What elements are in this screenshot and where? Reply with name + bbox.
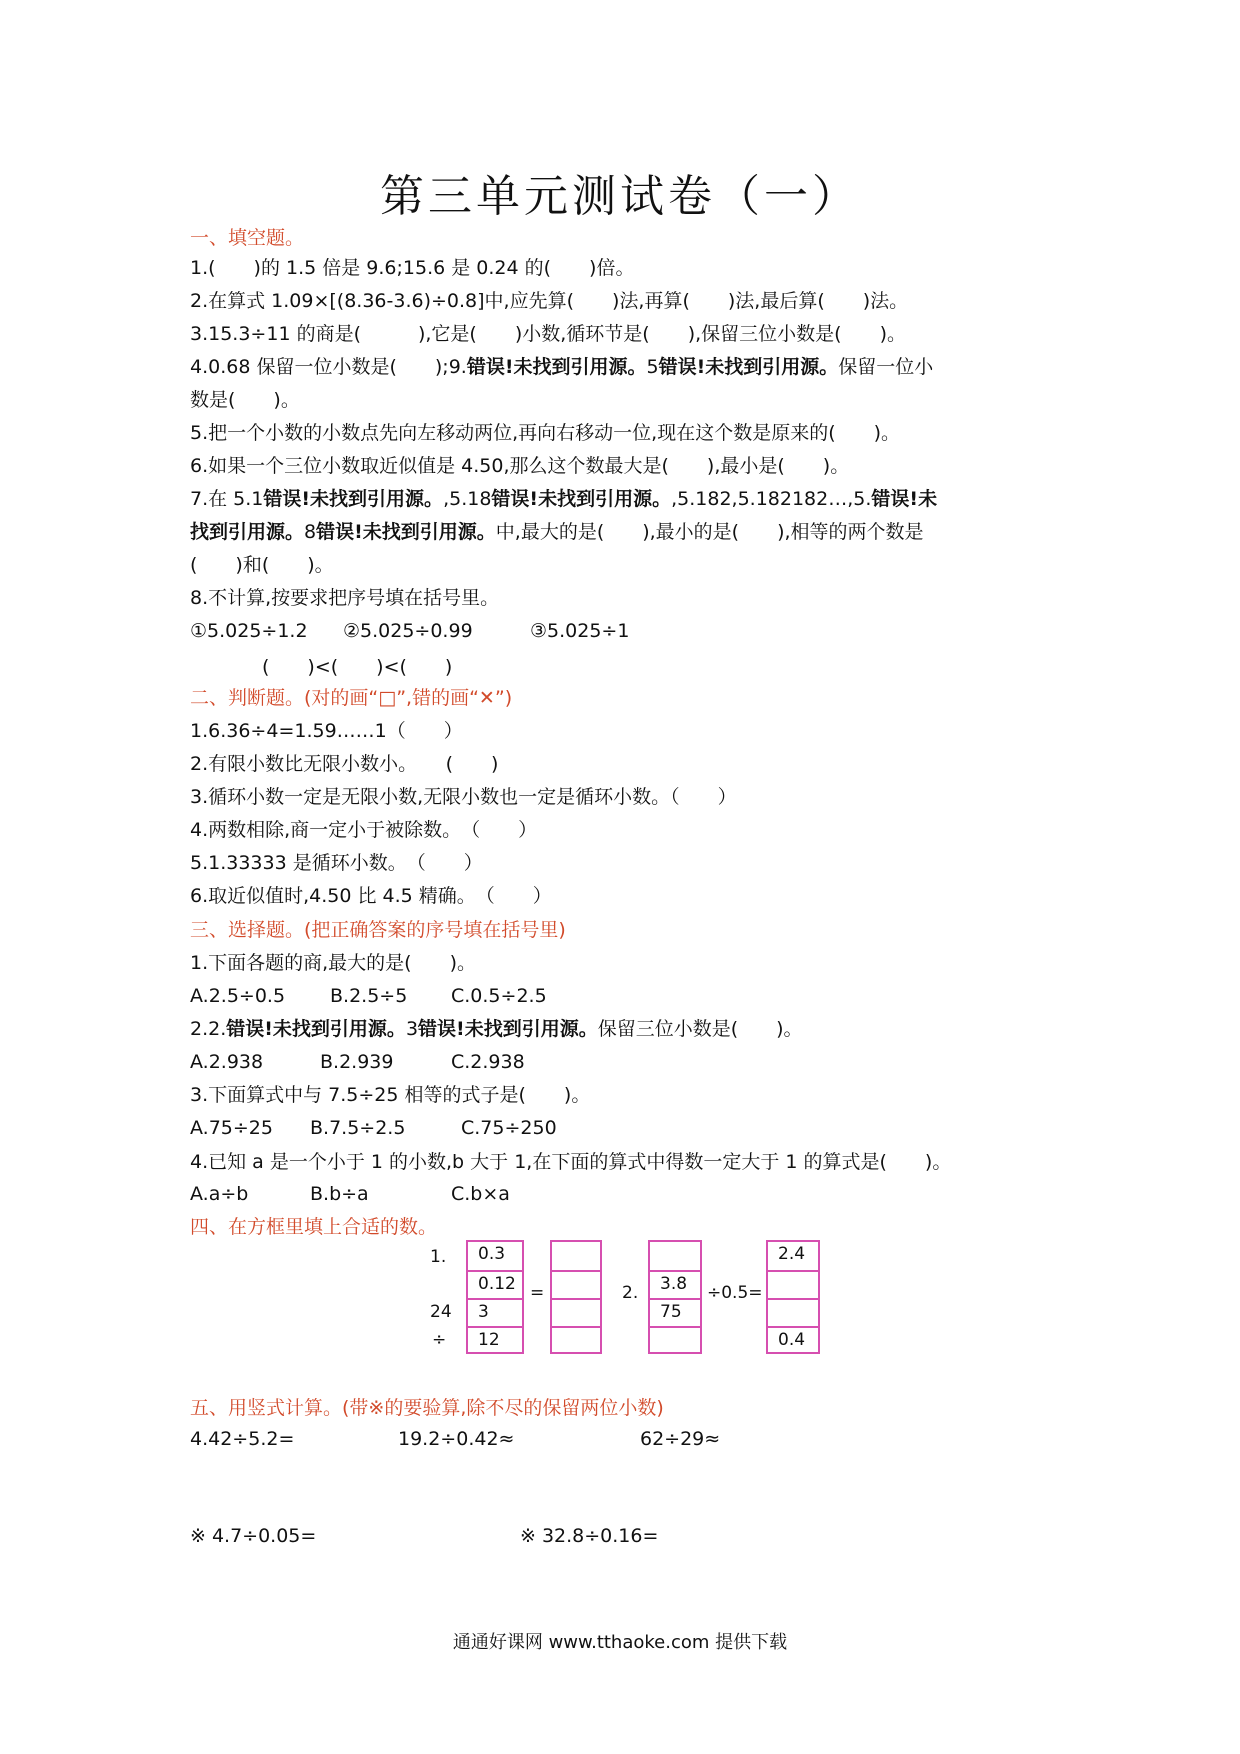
error-text: 错误!未 [871, 488, 938, 510]
box-cell: 75 [650, 1298, 700, 1326]
question-1-8: 8.不计算,按要求把序号填在括号里。 [190, 587, 500, 609]
question-1-2: 2.在算式 1.09×[(8.36-3.6)÷0.8]中,应先算( )法,再算( )法,最后算( )法。 [190, 290, 909, 312]
box-cell[interactable] [768, 1270, 818, 1298]
box-cell: 12 [468, 1326, 522, 1354]
judge-item-5: 5.1.33333 是循环小数。 （ ） [190, 852, 483, 874]
box-cell: 0.3 [478, 1244, 506, 1264]
error-text: 错误!未找到引用源。 [491, 488, 672, 510]
question-1-3: 3.15.3÷11 的商是( ),它是( )小数,循环节是( ),保留三位小数是( )。 [190, 323, 906, 345]
question-1-7-line3: ( )和( )。 [190, 554, 334, 576]
choice-question-2 [190, 1013, 1070, 1046]
error-text: 错误!未找到引用源。 [418, 1018, 598, 1040]
choice-2-text-post: 保留三位小数是( )。 [597, 1018, 803, 1040]
judge-item-3: 3.循环小数一定是无限小数,无限小数也一定是循环小数。（ ） [190, 786, 737, 808]
calc-4: ※ 4.7÷0.05= [190, 1525, 317, 1547]
answer-cell[interactable] [552, 1242, 600, 1270]
section-4-heading: 四、在方框里填上合适的数。 [190, 1216, 438, 1238]
error-text: 错误!未找到引用源。 [658, 356, 839, 378]
choice-3-option-a: A.75÷25 [190, 1117, 273, 1139]
section-1-heading: 一、填空题。 [190, 227, 305, 249]
box-cell[interactable] [650, 1326, 700, 1354]
question-1-5: 5.把一个小数的小数点先向左移动两位,再向右移动一位,现在这个数是原来的( )。 [190, 422, 901, 444]
choice-2-text-pre: 2.2. [190, 1018, 227, 1040]
box-cell[interactable] [650, 1242, 700, 1270]
problem-2-right-box [766, 1240, 820, 1354]
choice-4-option-a: A.a÷b [190, 1183, 249, 1205]
error-text: 错误!未找到引用源。 [316, 521, 496, 543]
footer-text: 通通好课网 www.tthaoke.com 提供下载 [452, 1632, 788, 1653]
choice-1-option-a: A.2.5÷0.5 [190, 985, 286, 1007]
question-1-7-line2 [190, 516, 1070, 549]
q8-option-1: ①5.025÷1.2 [190, 620, 308, 642]
answer-cell[interactable] [552, 1270, 600, 1298]
choice-1-option-b: B.2.5÷5 [330, 985, 408, 1007]
choice-question-4: 4.已知 a 是一个小于 1 的小数,b 大于 1,在下面的算式中得数一定大于 1 的算式是( )。 [190, 1151, 952, 1173]
q8-option-2: ②5.025÷0.99 [343, 620, 473, 642]
problem-2-operation: ÷0.5= [707, 1283, 763, 1303]
error-text: 错误!未找到引用源。 [263, 488, 444, 510]
choice-4-option-b: B.b÷a [310, 1183, 369, 1205]
calc-5: ※ 32.8÷0.16= [520, 1525, 659, 1547]
section-5-heading: 五、用竖式计算。(带※的要验算,除不尽的保留两位小数) [190, 1397, 664, 1419]
choice-3-option-b: B.7.5÷2.5 [310, 1117, 406, 1139]
q4-text-mid: 5 [646, 356, 659, 378]
box-cell: 2.4 [778, 1244, 806, 1264]
q7-text-mid1: ,5.18 [443, 488, 492, 510]
problem-1-side-divide: ÷ [432, 1330, 447, 1350]
choice-3-option-c: C.75÷250 [461, 1117, 557, 1139]
judge-item-2: 2.有限小数比无限小数小。 ( ) [190, 753, 499, 775]
choice-4-option-c: C.b×a [451, 1183, 510, 1205]
q7-text-pre: 7.在 5.1 [190, 488, 264, 510]
problem-1-label: 1. [430, 1247, 447, 1267]
problem-2-label: 2. [622, 1283, 639, 1303]
box-cell: 3.8 [650, 1270, 700, 1298]
problem-1-side-24: 24 [430, 1302, 452, 1322]
judge-item-1: 1.6.36÷4=1.59……1（ ） [190, 720, 463, 742]
q4-text-pre: 4.0.68 保留一位小数是( );9. [190, 356, 467, 378]
question-1-4-line1 [190, 351, 1070, 384]
calc-3: 62÷29≈ [640, 1428, 721, 1450]
box-cell: 0.4 [768, 1326, 818, 1354]
error-text: 错误!未找到引用源。 [466, 356, 647, 378]
choice-1-option-c: C.0.5÷2.5 [451, 985, 547, 1007]
question-1-4-line2: 数是( )。 [190, 389, 300, 411]
choice-question-1: 1.下面各题的商,最大的是( )。 [190, 952, 476, 974]
problem-1-answer-box[interactable] [550, 1240, 602, 1354]
section-2-heading: 二、判断题。(对的画“□”,错的画“✕”) [190, 687, 513, 709]
problem-1-left-box [466, 1240, 524, 1354]
section-3-heading: 三、选择题。(把正确答案的序号填在括号里) [190, 919, 566, 941]
question-1-7-line1 [190, 483, 1070, 516]
problem-1-equals: = [530, 1283, 545, 1303]
q8-order-blanks: ( )<( )<( ) [262, 656, 453, 678]
problem-2-left-box [648, 1240, 702, 1354]
q7-text-mid2: ,5.182,5.182182…,5. [671, 488, 872, 510]
answer-cell[interactable] [552, 1298, 600, 1326]
q4-text-post: 保留一位小 [838, 356, 934, 378]
calc-1: 4.42÷5.2= [190, 1428, 295, 1450]
q7-text-mid3: 8 [304, 521, 317, 543]
box-cell[interactable] [768, 1298, 818, 1326]
calc-2: 19.2÷0.42≈ [398, 1428, 515, 1450]
choice-2-text-mid: 3 [405, 1018, 419, 1040]
error-text: 找到引用源。 [190, 521, 305, 543]
judge-item-4: 4.两数相除,商一定小于被除数。 （ ） [190, 819, 538, 841]
answer-cell[interactable] [552, 1326, 600, 1354]
error-text: 错误!未找到引用源。 [226, 1018, 406, 1040]
choice-2-option-a: A.2.938 [190, 1051, 264, 1073]
choice-2-option-b: B.2.939 [320, 1051, 394, 1073]
question-1-6: 6.如果一个三位小数取近似值是 4.50,那么这个数最大是( ),最小是( )。 [190, 455, 850, 477]
q8-option-3: ③5.025÷1 [530, 620, 630, 642]
q7-text-post: 中,最大的是( ),最小的是( ),相等的两个数是 [495, 521, 924, 543]
judge-item-6: 6.取近似值时,4.50 比 4.5 精确。 （ ） [190, 885, 552, 907]
page-title: 第三单元测试卷（一） [380, 171, 860, 222]
question-1-1: 1.( )的 1.5 倍是 9.6;15.6 是 0.24 的( )倍。 [190, 257, 635, 279]
box-cell: 3 [468, 1298, 522, 1326]
box-cell: 0.12 [468, 1270, 522, 1298]
choice-question-3: 3.下面算式中与 7.5÷25 相等的式子是( )。 [190, 1084, 591, 1106]
choice-2-option-c: C.2.938 [451, 1051, 525, 1073]
